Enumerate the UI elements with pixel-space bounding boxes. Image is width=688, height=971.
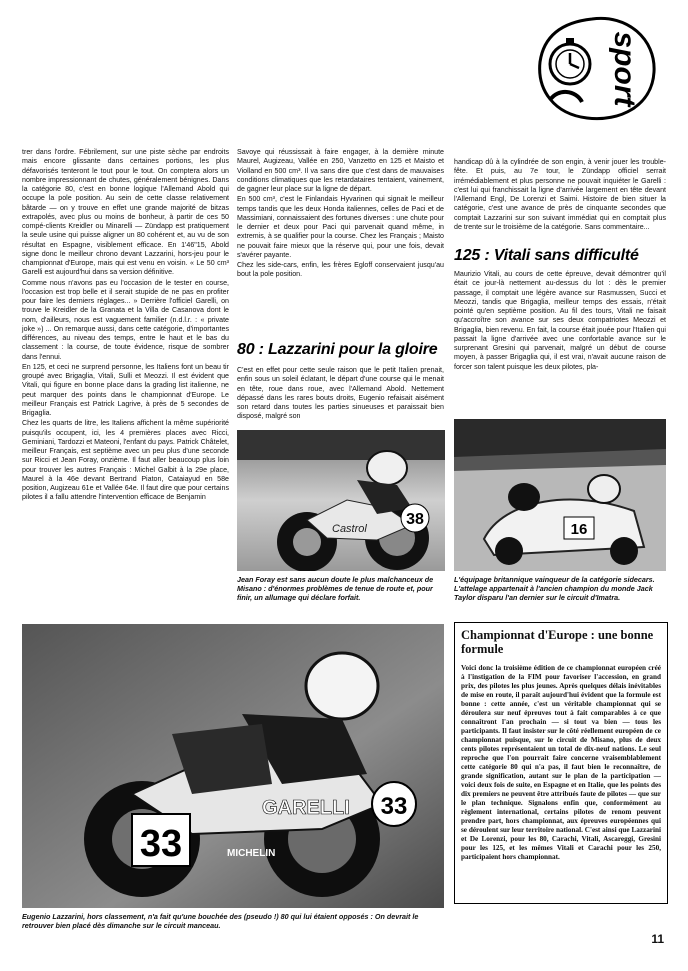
paragraph: C'est en effet pour cette seule raison que le petit Italien prenait, enfin sous un soleil éclatant, le départ d'une course qui le menait en tête, roue dans roue, avec l'Allemand Abold. Nettement dépassé dans les rares bouts droits, Eugenio refaisait aisément son retard dans toutes les parties sinueuses et paraissait bien disposé, malgré son	[237, 366, 444, 421]
paragraph: handicap dû à la cylindrée de son engin, à venir jouer les trouble-fête. Et puis, au 7e tour, le Zündapp officiel serrait irrémédiablement et plus personne ne pouvait inquiéter le Garelli : c'est lui qui franchissait la ligne d'arrivée largement en tête devant l'Allemand Engl, De Lorenzi et Saimi. Histoire de bien situer la catégorie, c'est une avance de près de cinquante secondes que comptait Lazzarini sur son suivant immédiat qui en comptait plus de trente sur le troisième de la catégorie. Sans commentaire...	[454, 158, 666, 231]
section-heading-125: 125 : Vitali sans difficulté	[454, 247, 639, 264]
sport-logo-text: sport	[608, 31, 641, 107]
article-column-right-top	[454, 158, 666, 232]
paragraph: En 125, et ceci ne surprend personne, les Italiens font un beau tir groupé avec Brigaglia, Vitali, Sulli et Meozzi. Il est évident que Vitali, qui figure en bonne place dans la grading list italienne, ne peut marquer des points dans le championnat d'Europe. Le meilleur Français est Patrick Lagrive, à près de 5 secondes de Brigaglia.	[22, 362, 229, 417]
paragraph: Comme nous n'avons pas eu l'occasion de le tester en course, l'occasion est trop belle et il serait stupide de ne pas en profiter pour faire les derniers réglages... » Derrière l'officiel Garelli, on trouve le Kreidler de la Granata et la Villa de Casanova dont le nom, d'ailleurs, nous est vaguement familier (n.d.l.r. : « private joke ») ... On remarque aussi, dans cette catégorie, d'importantes différences, au niveau des temps, entre le haut et le bas du classement : la course, de toute évidence, risque de sombrer dans l'ennui.	[22, 278, 229, 361]
sport-section-logo	[532, 14, 660, 124]
paragraph: Maurizio Vitali, au cours de cette épreuve, devait démontrer qu'il était ce jour-là nettement au-dessus du lot : dès le premier passage, il comptait une légère avance sur Rasmussen, Succi et Meozzi, tandis que Brigaglia, meilleur temps des essais, n'était pointé qu'en septième position. Au fil des tours, Vitali ne faisait qu'accroître son avance sur ses deux compatriotes Meozzi et Brigaglia, bien revenu. En fait, la course était jouée pour l'Italien qui passait la ligne d'arrivée avec une confortable avance sur le surprenant Gresini qui parvenait, malgré un début de course moyen, à passer Brigaglia qui, il est vrai, n'avait aucune raison de forcer son talent puisque les deux pilotes, pla-	[454, 270, 666, 371]
paragraph: Chez les quarts de litre, les Italiens affichent la même supériorité puisqu'ils occupent, ici, les 4 premières places avec Ricci, Geminiani, Tardozzi et Mateoni, l'enfant du pays. Patrick Châtelet, meilleur Français, est septième avec un peu plus d'une seconde sur Ricci et Jean Foray, onzième. Il faut aller beaucoup plus loin pour trouver les autres Français : Michel Galbit à la 29e place, Maurel à la 46e devant Bertrand Piaton, Cataiayud en 58e position, Augizeau 61e et Vallée 64e. Il faut dire que pour certains pilotes il a fallu attendre l'intervention efficace de Benjamin	[22, 419, 229, 502]
paragraph: En 500 cm³, c'est le Finlandais Hyvarinen qui signait le meilleur temps tandis que les deux Honda italiennes, celles de Paci et de Massimiani, connaissaient des fortunes diverses : une chute pour le dernier et deux pour Paci qui parvenait quand même, in extremis, à se qualifier pour la course. Chez les Français ; Maisto ne pouvait faire mieux que la réserve qui, pour une fois, devait s'avérer payante.	[237, 195, 444, 259]
article-column-right-bottom	[454, 270, 666, 372]
race-number: 38	[406, 511, 424, 528]
caption-sidecar: L'équipage britannique vainqueur de la catégorie sidecars. L'attelage appartenait à l'ancien champion du monde Jack Taylor disparu l'an dernier sur le circuit d'Imatra.	[454, 575, 655, 603]
race-number: 33	[139, 823, 183, 865]
article-column-middle-top	[237, 148, 444, 280]
sponsor-decal: Castrol	[332, 523, 367, 535]
race-number-front: 33	[380, 793, 408, 820]
tyre-decal: MICHELIN	[227, 848, 276, 859]
photo-jean-foray	[237, 430, 445, 571]
caption-jean-foray: Jean Foray est sans aucun doute le plus malchanceux de Misano : d'énormes problèmes de tenue de route et, pour finir, un allumage qui déclare forfait.	[237, 575, 434, 603]
sidebar-title: Championnat d'Europe : une bonne formule	[461, 628, 654, 656]
page-number: 11	[651, 932, 664, 946]
photo-eugenio-lazzarini	[22, 624, 444, 908]
photo-sidecar	[454, 419, 666, 571]
paragraph: Savoye qui réussissait à faire engager, à la dernière minute Maurel, Augizeau, Vallée en 250, Vanzetto en 125 et Maisto et Violland en 500 cm³. Il va sans dire que c'est dans de mauvaises conditions climatiques que les retardataires tentaient, vainement, de gagner leur place sur la ligne de départ.	[237, 148, 444, 193]
sidebar-text: Voici donc la troisième édition de ce championnat européen créé à l'instigation de la FIM pour favoriser l'accession, en grand prix, des pilotes les plus jeunes. Après quelques délais inévitables de mise en route, il paraît aujourd'hui évident que la formule est bonne : cette année, c'est un véritable championnat qui se déroulera sur neuf épreuves tout à fait comparables à ce que connaîtront l'an prochain — si tout va bien — tous les participants. Il faut insister sur le côté réellement européen de ce championnat puisque, sur le circuit de Misano, plus de deux cents pilotes représentaient un total de dix-neuf nations. Le seul reproche que l'on pourrait faire concerne vraisemblablement cette catégorie 80 qui n'a pas, il faut bien le reconnaître, de grande signification, autant sur le plan de la participation — voici deux fois de suite, en Espagne et en Italie, que les points des dix premiers ne peuvent être attribués faute de pilotes — que sur le plan technique. Signalons enfin que, conformément au règlement international, certains pilotes de renom peuvent prendre part, hors championnat, aux épreuves européennes qui se déroulent sur leur territoire national. C'est ainsi que Lazzarini et De Lorenzi, pour les 80, Carachi, Vitali, Ascareggi, Gresini pour les 125, et les mêmes Vitali et Carachi pour les 250, participaient hors championnat.	[461, 664, 661, 861]
article-column-middle-bottom	[237, 366, 444, 422]
paragraph: Chez les side-cars, enfin, les frères Egloff conservaient jusqu'au bout la pole position.	[237, 261, 444, 279]
article-column-left	[22, 148, 229, 503]
sponsor-decal: GARELLI	[262, 797, 350, 819]
race-number: 16	[570, 521, 588, 538]
caption-lazzarini: Eugenio Lazzarini, hors classement, n'a fait qu'une bouchée des (pseudo !) 80 qui lui étaient opposés : On devrait le retrouver bien placé dès dimanche sur le circuit manceau.	[22, 912, 419, 931]
paragraph: trer dans l'ordre. Fébrilement, sur une piste sèche par endroits mais encore glissante dans certaines portions, les plus défavorisés tenteront le tout pour le tout. On comptera alors un nombre impressionnant de chutes, généralement bénignes. Dans la catégorie 80, c'est en bonne logique l'Allemand Abold qui occupe la pole position. Au sein de cette classe relativement bâtarde — on y trouve en effet une grande majorité de bitzas extrapolés, avec plus ou moins de bonheur, à partir de ces 50 compé-clients Kreidler ou Minarelli — Zündapp est pratiquement la seule usine qui puisse aligner un 80 cohérent et, au vu de son résultat en Espagne, visiblement efficace. En 1'46"15, Abold signe donc le meilleur chrono devant Lazzarini, hors-jeu pour le championnat d'Europe, mais qui est venu en voisin. « Le 50 cm³ Garelli est aujourd'hui dans sa version définitive.	[22, 148, 229, 277]
sidebar-box	[454, 622, 668, 904]
section-heading-80: 80 : Lazzarini pour la gloire	[237, 341, 438, 358]
